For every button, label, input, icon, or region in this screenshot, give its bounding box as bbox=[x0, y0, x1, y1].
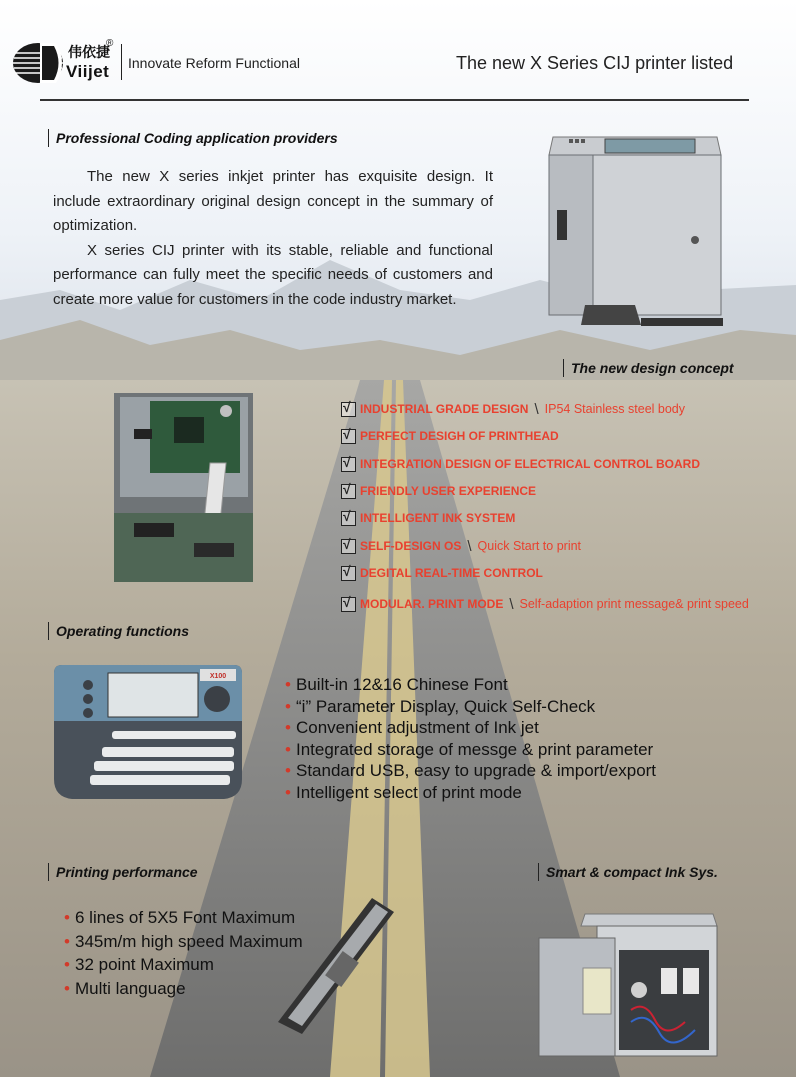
printhead-image bbox=[272, 894, 412, 1039]
checkbox-icon bbox=[341, 402, 356, 417]
page-header bbox=[0, 0, 796, 110]
list-item: • 32 point Maximum bbox=[64, 953, 303, 977]
company-tagline: Innovate Reform Functional bbox=[128, 55, 300, 71]
feature-item bbox=[341, 400, 685, 418]
feature-item bbox=[341, 537, 581, 555]
keypad-image bbox=[52, 661, 244, 802]
printer-product-image bbox=[545, 125, 725, 335]
feature-label: MODULAR. PRINT MODE bbox=[360, 597, 504, 611]
checkbox-icon bbox=[341, 429, 356, 444]
list-item: • Standard USB, easy to upgrade & import/export bbox=[285, 760, 656, 782]
feature-item bbox=[341, 482, 536, 500]
feature-label: FRIENDLY USER EXPERIENCE bbox=[360, 484, 537, 498]
feature-label: PERFECT DESIGH OF PRINTHEAD bbox=[360, 429, 559, 443]
operating-section-title: Operating functions bbox=[48, 622, 189, 640]
feature-note: Self-adaption print message& print speed bbox=[519, 597, 749, 611]
printing-feature-list bbox=[64, 906, 303, 1000]
feature-note: Quick Start to print bbox=[477, 539, 582, 553]
printing-section-title: Printing performance bbox=[48, 863, 198, 881]
feature-label: DEGITAL REAL-TIME CONTROL bbox=[360, 566, 543, 580]
checkbox-icon bbox=[341, 566, 356, 581]
logo-chinese-name: 伟依捷 bbox=[68, 45, 110, 61]
feature-item bbox=[341, 564, 543, 582]
logo-english-name: Viijet bbox=[66, 62, 110, 81]
feature-item bbox=[341, 595, 749, 613]
feature-label: INDUSTRIAL GRADE DESIGN bbox=[360, 402, 529, 416]
keypad-model-label: X100 bbox=[209, 673, 227, 680]
control-board-image bbox=[114, 393, 253, 582]
logo-divider bbox=[121, 44, 122, 80]
checkbox-icon bbox=[341, 511, 356, 526]
list-item: • 345m/m high speed Maximum bbox=[64, 930, 303, 954]
feature-note: IP54 Stainless steel body bbox=[544, 402, 686, 416]
operating-feature-list bbox=[285, 674, 656, 803]
page-headline: The new X Series CIJ printer listed bbox=[456, 53, 734, 73]
ink-section-title: Smart & compact Ink Sys. bbox=[538, 863, 718, 881]
list-item: • Intelligent select of print mode bbox=[285, 782, 656, 804]
list-item: • 6 lines of 5X5 Font Maximum bbox=[64, 906, 303, 930]
checkbox-icon bbox=[341, 597, 356, 612]
intro-text bbox=[53, 165, 493, 312]
slash-separator-icon: \ bbox=[467, 537, 472, 555]
list-item: • Convenient adjustment of Ink jet bbox=[285, 717, 656, 739]
ink-system-image bbox=[535, 910, 720, 1060]
list-item: • Integrated storage of messge & print parameter bbox=[285, 739, 656, 761]
design-section-title: The new design concept bbox=[563, 359, 734, 377]
list-item: • “i” Parameter Display, Quick Self-Check bbox=[285, 696, 656, 718]
registered-mark: ® bbox=[106, 38, 114, 49]
feature-label: INTELLIGENT INK SYSTEM bbox=[360, 511, 516, 525]
checkbox-icon bbox=[341, 484, 356, 499]
header-divider bbox=[40, 99, 749, 101]
list-item: • Built-in 12&16 Chinese Font bbox=[285, 674, 656, 696]
feature-item bbox=[341, 455, 700, 473]
checkbox-icon bbox=[341, 457, 356, 472]
checkbox-icon bbox=[341, 539, 356, 554]
feature-label: SELF-DESIGN OS bbox=[360, 539, 462, 553]
slash-separator-icon: \ bbox=[534, 400, 539, 418]
feature-item bbox=[341, 509, 515, 527]
intro-paragraph-1: The new X series inkjet printer has exquisite design. It include extraordinary original design concept in the summary of optimization. bbox=[53, 168, 493, 234]
list-item: • Multi language bbox=[64, 977, 303, 1001]
intro-section-title: Professional Coding application providers bbox=[48, 129, 338, 147]
slash-separator-icon: \ bbox=[509, 595, 514, 613]
feature-item bbox=[341, 427, 559, 445]
feature-label: INTEGRATION DESIGN OF ELECTRICAL CONTROL BOARD bbox=[360, 457, 701, 471]
intro-paragraph-2: X series CIJ printer with its stable, reliable and functional performance can fully meet the specific needs of customers and create more value for customers in the code industry market. bbox=[53, 241, 493, 308]
